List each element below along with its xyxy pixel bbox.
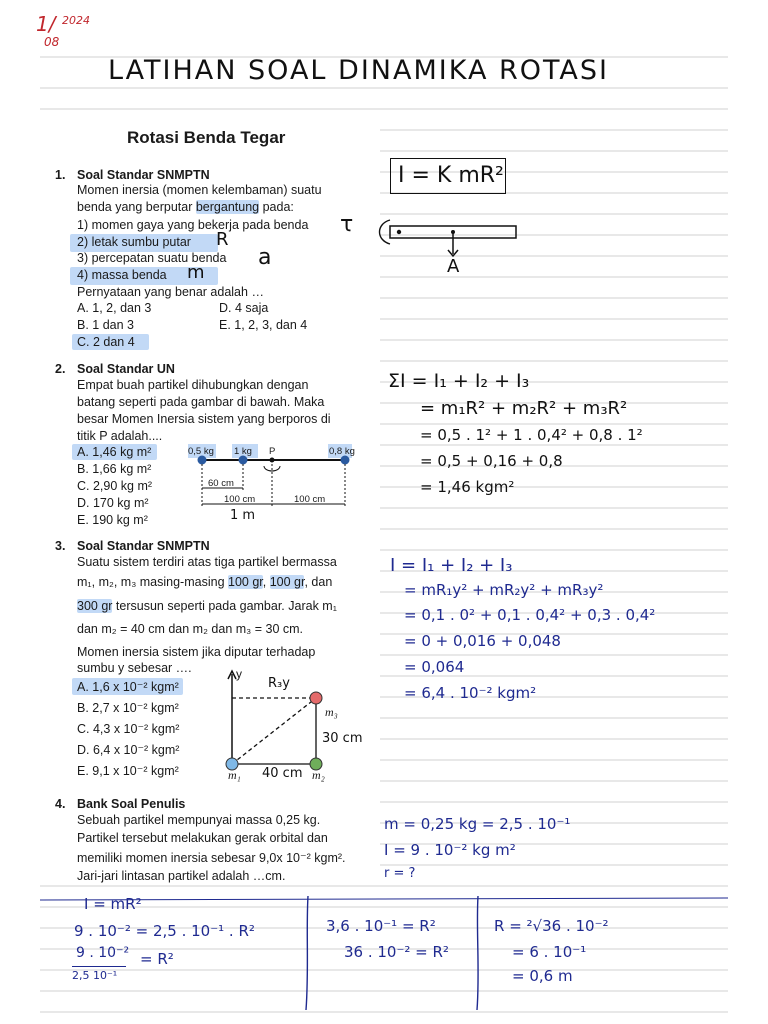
q3-label-m1: m₁ — [228, 768, 241, 782]
page-title: LATIHAN SOAL DINAMIKA ROTASI — [108, 55, 609, 86]
date-day: 1/ — [36, 12, 56, 36]
q4-col1-1: I = mR² — [84, 895, 142, 913]
q1-number: 1. — [55, 168, 66, 182]
q4-col2-2: 36 . 10⁻² = R² — [344, 943, 449, 961]
q1-formula: I = K mR² — [398, 163, 504, 188]
q3-highlight-m2: 100 gr — [269, 575, 305, 589]
q1-item-2: 2) letak sumbu putar — [70, 234, 218, 252]
q1-item-4: 4) massa benda — [70, 267, 218, 285]
q3-label-m3: m₃ — [325, 705, 338, 719]
q2-line-1: Empat buah partikel dihubungkan dengan — [77, 378, 309, 392]
q4-col1-5: = R² — [140, 950, 174, 968]
q3-line-2 — [77, 574, 332, 592]
q4-given-1: m = 0,25 kg = 2,5 . 10⁻¹ — [384, 815, 571, 833]
q1-item-1: 1) momen gaya yang bekerja pada benda — [77, 218, 309, 232]
q4-col2-1: 3,6 . 10⁻¹ = R² — [326, 917, 436, 935]
q1-option-e: E. 1, 2, 3, dan 4 — [219, 318, 308, 332]
q2-line-4: titik P adalah.... — [77, 429, 163, 443]
q2-line-3: besar Momen Inersia sistem yang berporos di — [77, 412, 331, 426]
q3-option-c: C. 4,3 x 10⁻² kgm² — [77, 722, 180, 736]
q3-work-6: = 6,4 . 10⁻² kgm² — [404, 684, 537, 702]
q3-line-2a: m₁, m₂, m₃ masing-masing — [77, 575, 228, 589]
q2-line-2: batang seperti pada gambar di bawah. Maka — [77, 395, 325, 409]
q2-label-m2: 1 kg — [234, 446, 252, 457]
q3-line-2c: , — [262, 575, 270, 589]
q4-col3-2: = 6 . 10⁻¹ — [512, 943, 587, 961]
q1-line-2 — [77, 199, 294, 217]
q1-option-c: C. 2 dan 4 — [72, 334, 149, 350]
q2-work-4: = 0,5 + 0,16 + 0,8 — [420, 452, 563, 470]
q1-note-tau: τ — [340, 212, 354, 237]
q1-heading: Soal Standar SNMPTN — [77, 168, 210, 182]
q3-line-2e: , dan — [304, 575, 333, 589]
q1-option-d: D. 4 saja — [219, 301, 269, 315]
q3-line-1: Suatu sistem terdiri atas tiga partikel bermassa — [77, 555, 337, 569]
q4-line-1: Sebuah partikel mempunyai massa 0,25 kg. — [77, 813, 321, 827]
q2-label-100cm-b: 100 cm — [294, 494, 326, 505]
q4-col1-3: 9 . 10⁻² — [76, 945, 130, 961]
q2-option-d: D. 170 kg m² — [77, 496, 149, 510]
q4-given-3: r = ? — [384, 866, 416, 881]
q1-item-3: 3) percepatan suatu benda — [77, 251, 227, 265]
q1-option-a: A. 1, 2, dan 3 — [77, 301, 152, 315]
date-year: 2024 — [62, 14, 90, 27]
q2-label-100cm-a: 100 cm — [224, 494, 256, 505]
q3-option-b: B. 2,7 x 10⁻² kgm² — [77, 701, 179, 715]
q4-col1-2: 9 . 10⁻² = 2,5 . 10⁻¹ . R² — [74, 922, 255, 940]
q2-work-3: = 0,5 . 1² + 1 . 0,4² + 0,8 . 1² — [420, 426, 643, 444]
q2-note-1m: 1 m — [230, 508, 256, 523]
q2-work-5: = 1,46 kgm² — [420, 478, 515, 496]
q3-label-rsy: R₃y — [268, 676, 290, 691]
q1-question: Pernyataan yang benar adalah … — [77, 285, 264, 299]
q3-line-6: sumbu y sebesar …. — [77, 661, 192, 675]
q3-highlight-m3: 300 gr — [77, 599, 113, 613]
q2-label-m1: 0,5 kg — [188, 446, 214, 457]
q3-option-d: D. 6,4 x 10⁻² kgm² — [77, 743, 180, 757]
q2-label-p: P — [269, 446, 276, 457]
q3-line-3 — [77, 598, 337, 616]
date-month: 08 — [44, 35, 60, 49]
q1-line-1: Momen inersia (momen kelembaman) suatu — [77, 183, 322, 197]
q2-option-b: B. 1,66 kg m² — [77, 462, 152, 476]
q3-line-5: Momen inersia sistem jika diputar terhadap — [77, 645, 316, 659]
q4-fraction-line — [72, 966, 126, 967]
q2-option-e: E. 190 kg m² — [77, 513, 148, 527]
q2-work-1: ΣI = I₁ + I₂ + I₃ — [388, 370, 530, 392]
q3-work-4: = 0 + 0,016 + 0,048 — [404, 632, 561, 650]
q4-heading: Bank Soal Penulis — [77, 797, 186, 811]
section-title: Rotasi Benda Tegar — [127, 128, 286, 147]
q1-note-a: a — [258, 245, 272, 270]
q1-highlight-bergantung: bergantung — [195, 200, 260, 214]
q3-work-1: I = I₁ + I₂ + I₃ — [390, 555, 513, 576]
q1-line-2c: pada: — [259, 200, 294, 214]
q3-number: 3. — [55, 539, 66, 553]
q3-work-3: = 0,1 . 0² + 0,1 . 0,4² + 0,3 . 0,4² — [404, 606, 656, 624]
q1-note-r: R — [216, 229, 229, 250]
q4-line-2: Partikel tersebut melakukan gerak orbital dan — [77, 831, 328, 845]
q3-heading: Soal Standar SNMPTN — [77, 539, 210, 553]
q3-highlight-m1: 100 gr — [228, 575, 263, 589]
q3-label-m2: m₂ — [312, 768, 325, 782]
q4-col3-3: = 0,6 m — [512, 967, 573, 985]
q2-number: 2. — [55, 362, 66, 376]
q2-label-60cm: 60 cm — [208, 478, 234, 489]
q4-col1-4: 2,5 10⁻¹ — [72, 969, 118, 982]
q2-work-2: = m₁R² + m₂R² + m₃R² — [420, 398, 628, 419]
q3-option-a: A. 1,6 x 10⁻² kgm² — [72, 678, 183, 695]
q4-given-2: I = 9 . 10⁻² kg m² — [384, 841, 516, 859]
q2-heading: Soal Standar UN — [77, 362, 175, 376]
q3-work-2: = mR₁y² + mR₂y² + mR₃y² — [404, 581, 604, 599]
q1-option-b: B. 1 dan 3 — [77, 318, 134, 332]
q4-line-3: memiliki momen inersia sebesar 9,0x 10⁻² kgm². — [77, 851, 346, 865]
q3-line-4: dan m₂ = 40 cm dan m₂ dan m₃ = 30 cm. — [77, 622, 304, 636]
q4-number: 4. — [55, 797, 66, 811]
q3-line-3b: tersusun seperti pada gambar. Jarak m₁ — [112, 599, 337, 613]
q3-label-y: y — [236, 667, 242, 681]
q2-option-a: A. 1,46 kg m² — [72, 444, 157, 460]
q1-axis-label: A — [447, 256, 460, 277]
q1-note-m: m — [187, 262, 205, 283]
q2-label-m3: 0,8 kg — [329, 446, 355, 457]
q4-col3-1: R = ²√36 . 10⁻² — [494, 917, 609, 935]
q3-work-5: = 0,064 — [404, 658, 465, 676]
q3-label-40cm: 40 cm — [262, 766, 303, 781]
q2-option-c: C. 2,90 kg m² — [77, 479, 153, 493]
q3-option-e: E. 9,1 x 10⁻² kgm² — [77, 764, 179, 778]
q3-label-30cm: 30 cm — [322, 731, 363, 746]
q1-line-2a: benda yang berputar — [77, 200, 196, 214]
q4-line-4: Jari-jari lintasan partikel adalah …cm. — [77, 869, 286, 883]
